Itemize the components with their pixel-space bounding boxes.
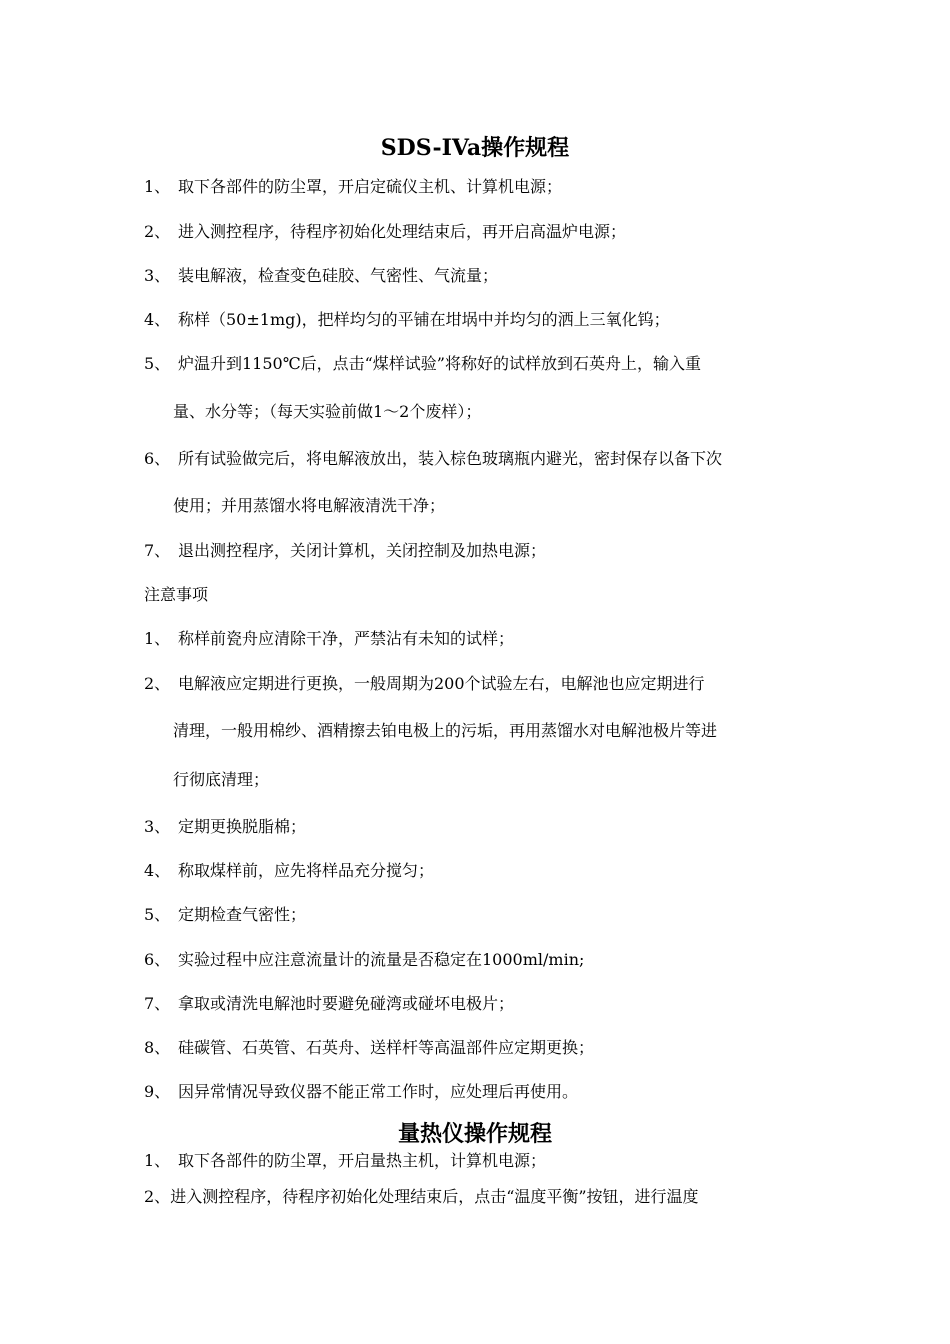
step-6 <box>144 448 722 470</box>
step-text: 取下各部件的防尘罩，开启定硫仪主机、计算机电源； <box>178 177 563 196</box>
note-number: 9、 <box>144 1082 171 1101</box>
note-text: 定期更换脱脂棉； <box>178 817 307 836</box>
note-7 <box>144 993 514 1015</box>
step-number: 1、 <box>144 1151 171 1170</box>
step-5-continued: 量、水分等；（每天实验前做1～2个废样）； <box>173 402 482 421</box>
title-sds: SDS-IVa操作规程 <box>380 135 570 161</box>
note-6 <box>144 949 584 971</box>
step-number: 4、 <box>144 310 171 329</box>
note-text: 称样前瓷舟应清除干净，严禁沾有未知的试样； <box>178 629 515 648</box>
step-number: 2、 <box>144 222 171 241</box>
step-7 <box>144 540 546 562</box>
note-text: 定期检查气密性； <box>178 905 307 924</box>
step-text: 炉温升到1150℃后，点击“煤样试验”将称好的试样放到石英舟上，输入重 <box>178 354 701 373</box>
note-9 <box>144 1081 578 1103</box>
note-5 <box>144 904 306 926</box>
step-text: 取下各部件的防尘罩，开启量热主机，计算机电源； <box>178 1151 547 1170</box>
note-2-continued-b: 行彻底清理； <box>173 770 270 789</box>
note-number: 8、 <box>144 1038 171 1057</box>
calorimeter-step-1 <box>144 1150 546 1172</box>
note-8 <box>144 1037 594 1059</box>
step-1 <box>144 176 562 198</box>
step-text: 装电解液，检查变色硅胶、气密性、气流量； <box>178 266 499 285</box>
step-6-continued: 使用；并用蒸馏水将电解液清洗干净； <box>173 496 446 515</box>
note-number: 2、 <box>144 674 171 693</box>
step-number: 1、 <box>144 177 171 196</box>
note-number: 5、 <box>144 905 171 924</box>
step-2 <box>144 221 626 243</box>
note-text: 硅碳管、石英管、石英舟、送样杆等高温部件应定期更换； <box>178 1038 595 1057</box>
step-4 <box>144 309 670 331</box>
title-calorimeter: 量热仪操作规程 <box>397 1121 552 1147</box>
note-2-continued-a: 清理，一般用棉纱、酒精擦去铂电极上的污垢，再用蒸馏水对电解池极片等进 <box>173 721 718 740</box>
step-3 <box>144 265 498 287</box>
note-text: 称取煤样前，应先将样品充分搅匀； <box>178 861 435 880</box>
note-3 <box>144 816 306 838</box>
step-text: 进入测控程序，待程序初始化处理结束后，点击“温度平衡”按钮，进行温度 <box>170 1187 699 1206</box>
note-2 <box>144 673 705 695</box>
note-text: 因异常情况导致仪器不能正常工作时，应处理后再使用。 <box>178 1082 579 1101</box>
note-number: 3、 <box>144 817 171 836</box>
note-number: 7、 <box>144 994 171 1013</box>
step-number: 5、 <box>144 354 171 373</box>
step-number: 2、 <box>144 1187 171 1206</box>
note-number: 1、 <box>144 629 171 648</box>
step-text: 所有试验做完后，将电解液放出，装入棕色玻璃瓶内避光，密封保存以备下次 <box>178 449 723 468</box>
note-text: 电解液应定期进行更换，一般周期为200个试验左右，电解池也应定期进行 <box>178 674 705 693</box>
step-number: 7、 <box>144 541 171 560</box>
note-4 <box>144 860 434 882</box>
step-text: 进入测控程序，待程序初始化处理结束后，再开启高温炉电源； <box>178 222 627 241</box>
note-number: 4、 <box>144 861 171 880</box>
step-text: 退出测控程序，关闭计算机，关闭控制及加热电源； <box>178 541 547 560</box>
step-number: 3、 <box>144 266 171 285</box>
note-text: 拿取或清洗电解池时要避免碰湾或碰坏电极片； <box>178 994 515 1013</box>
step-5 <box>144 353 701 375</box>
step-text: 称样（50±1mg)，把样均匀的平铺在坩埚中并均匀的洒上三氧化钨； <box>178 310 670 329</box>
notes-heading: 注意事项 <box>144 585 209 604</box>
note-1 <box>144 628 514 650</box>
note-text: 实验过程中应注意流量计的流量是否稳定在1000ml/min; <box>178 950 585 969</box>
step-number: 6、 <box>144 449 171 468</box>
note-number: 6、 <box>144 950 171 969</box>
calorimeter-step-2 <box>144 1186 699 1208</box>
